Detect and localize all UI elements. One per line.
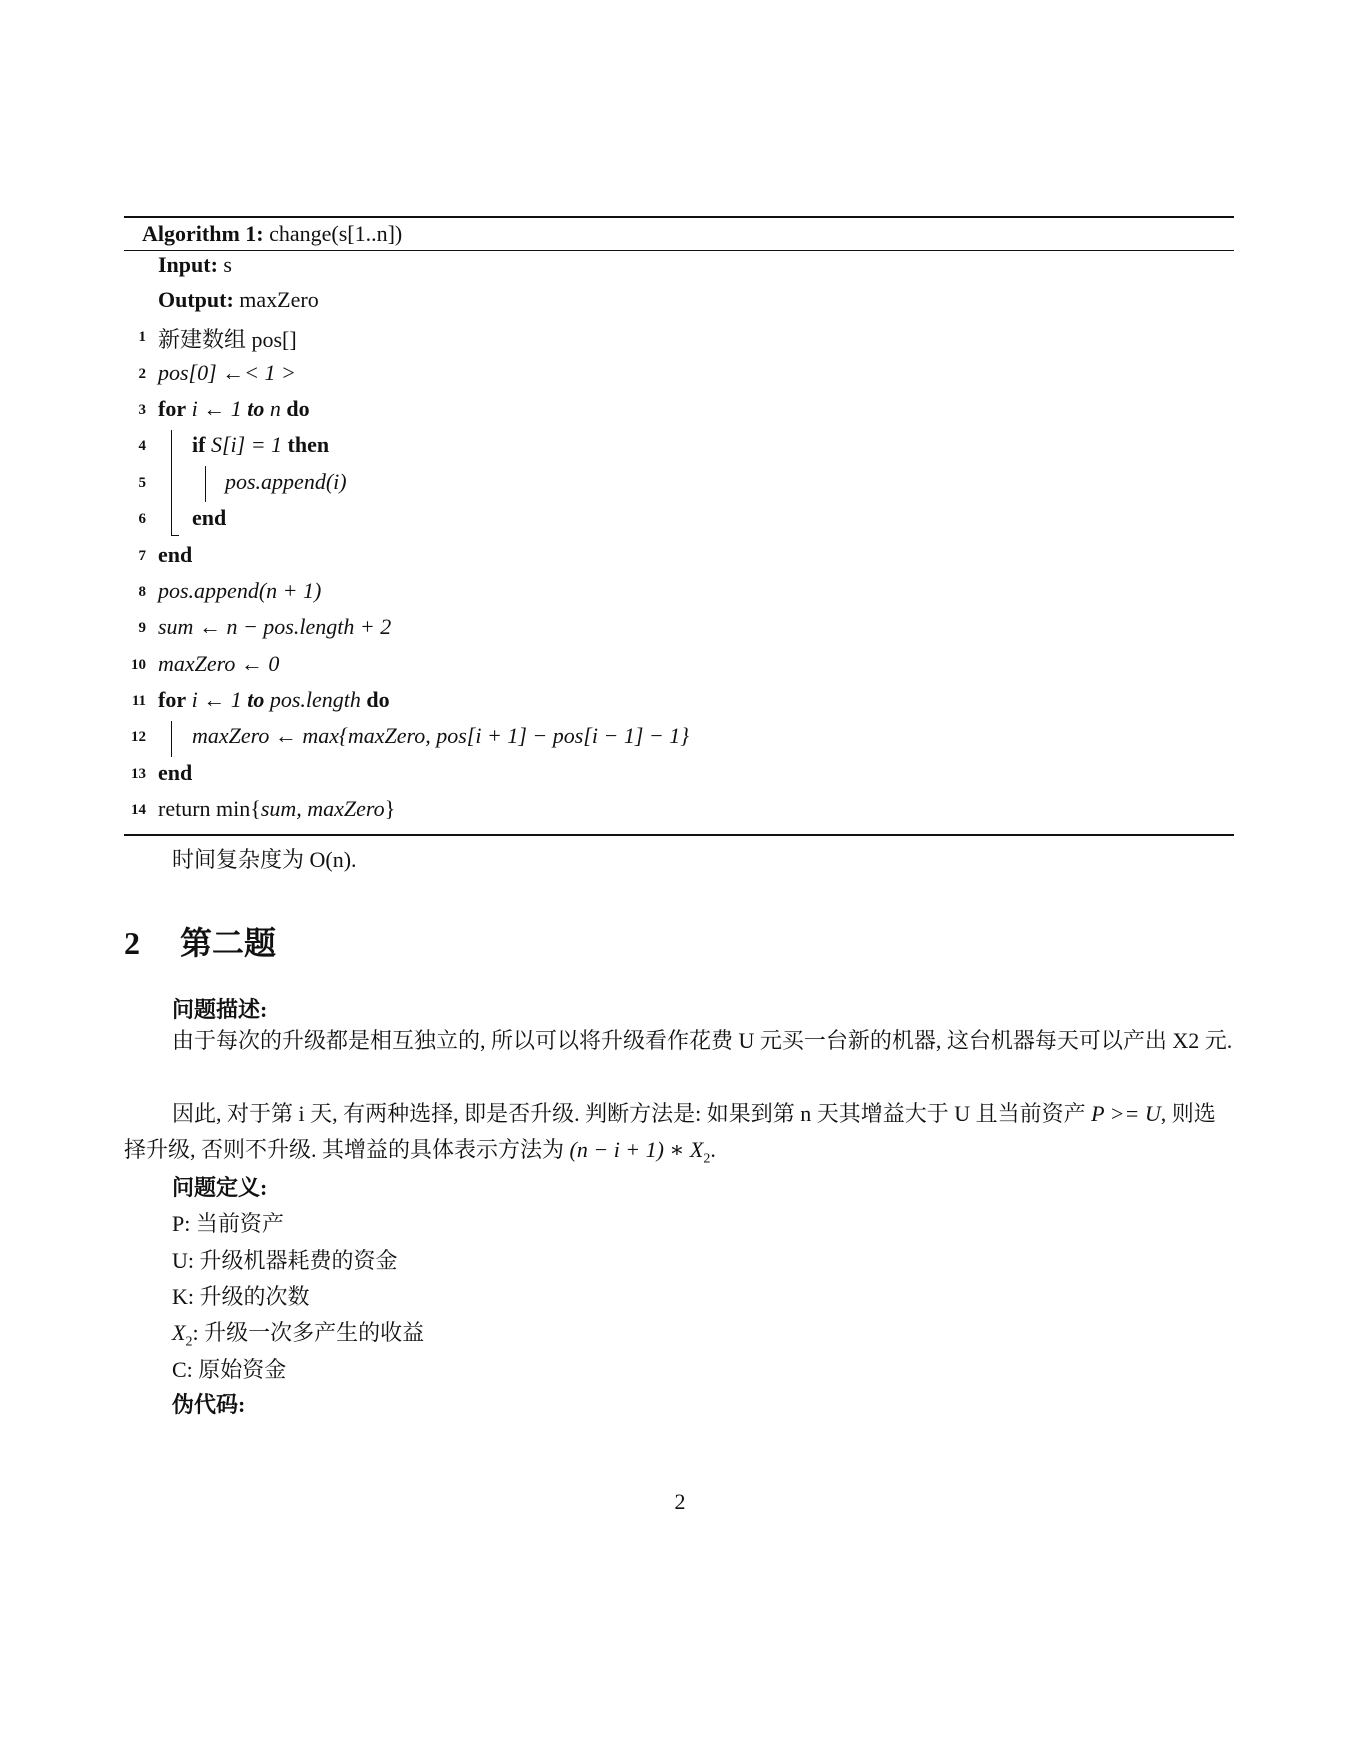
paragraph-2-end: . (710, 1137, 716, 1162)
section-number: 2 (124, 925, 140, 961)
code-line (192, 432, 329, 458)
code-expression: i ← 1 (186, 687, 248, 712)
keyword: then (287, 432, 330, 457)
keyword: to (247, 396, 265, 421)
math-inequality: P >= U (1091, 1101, 1161, 1126)
for-block-hook (171, 535, 179, 536)
code-expression: } (384, 796, 396, 821)
algorithm-signature: change(s[1..n]) (269, 221, 403, 246)
line-number: 7 (138, 548, 146, 564)
math-x2: X (172, 1320, 186, 1345)
for-block-bar-2 (171, 721, 172, 757)
line-number: 11 (131, 693, 146, 709)
algorithm-bottom-rule (124, 834, 1234, 836)
line-number: 10 (131, 657, 146, 673)
code-line: pos[0] ←< 1 > (158, 360, 296, 385)
algorithm-label: Algorithm 1: (142, 221, 264, 246)
line-number: 5 (138, 475, 146, 491)
code-line (158, 687, 390, 713)
code-line: end (158, 542, 193, 567)
section-heading (124, 918, 276, 964)
input-value: s (223, 252, 232, 277)
line-number: 9 (138, 620, 146, 636)
math-subscript: 2 (185, 1334, 193, 1350)
code-line: 新建数组 pos[] (158, 327, 297, 352)
algorithm-header-rule (124, 250, 1234, 251)
pseudocode-label: 伪代码: (172, 1392, 246, 1417)
problem-description-label: 问题描述: (172, 997, 268, 1022)
code-expression: i ← 1 (186, 396, 248, 421)
code-line: pos.append(n + 1) (158, 578, 322, 603)
code-expression: n (264, 396, 287, 421)
paragraph-1: 由于每次的升级都是相互独立的, 所以可以将升级看作花费 U 元买一台新的机器, 这台机器每天可以产出 X2 元. (172, 1028, 1233, 1053)
line-number: 6 (138, 511, 146, 527)
math-subscript: 2 (703, 1151, 711, 1167)
paragraph-2 (124, 1096, 1234, 1177)
code-line: end (192, 505, 227, 530)
for-block-bar (171, 430, 172, 535)
algorithm-title (142, 221, 402, 247)
code-line (158, 796, 395, 822)
line-number: 1 (138, 329, 146, 345)
keyword: for (158, 396, 187, 421)
code-expression: sum, maxZero (260, 796, 385, 821)
definition-item: C: 原始资金 (172, 1357, 287, 1382)
code-line (158, 396, 310, 422)
code-line: maxZero ← max{maxZero, pos[i + 1] − pos[i − 1] − 1} (192, 723, 690, 748)
definition-text: : 升级一次多产生的收益 (192, 1320, 425, 1345)
math-gain: (n − i + 1) ∗ X (569, 1137, 704, 1162)
line-number: 3 (138, 402, 146, 418)
line-number: 14 (131, 802, 146, 818)
code-line: sum ← n − pos.length + 2 (158, 614, 392, 639)
page-number: 2 (674, 1489, 686, 1514)
line-number: 12 (131, 729, 146, 745)
line-number: 13 (131, 766, 146, 782)
algorithm-input (158, 252, 232, 278)
keyword: do (366, 687, 390, 712)
input-label: Input: (158, 252, 218, 277)
definition-item: K: 升级的次数 (172, 1284, 310, 1309)
code-expression: pos.length (264, 687, 367, 712)
code-line: pos.append(i) (225, 469, 347, 494)
problem-definition-label: 问题定义: (172, 1175, 268, 1200)
algorithm-output (158, 287, 319, 313)
paragraph-2-text: , 则选择升级, 否则不升级. 其增益的具体表示方法为 (124, 1101, 1216, 1162)
line-number: 2 (138, 366, 146, 382)
keyword: for (158, 687, 187, 712)
complexity-note: 时间复杂度为 O(n). (172, 847, 357, 872)
algorithm-top-rule (124, 216, 1234, 218)
code-line: end (158, 760, 193, 785)
code-expression: return min{ (158, 796, 261, 821)
paragraph-2-text: 因此, 对于第 i 天, 有两种选择, 即是否升级. 判断方法是: 如果到第 n 天其增益大于 U 且当前资产 (172, 1101, 1092, 1126)
code-line: maxZero ← 0 (158, 651, 280, 676)
section-title: 第二题 (180, 925, 277, 961)
output-label: Output: (158, 287, 234, 312)
output-value: maxZero (239, 287, 319, 312)
definition-item (172, 1316, 424, 1350)
keyword: if (192, 432, 206, 457)
definition-item: P: 当前资产 (172, 1211, 284, 1236)
line-number: 8 (138, 584, 146, 600)
definition-item: U: 升级机器耗费的资金 (172, 1248, 398, 1273)
line-number: 4 (138, 438, 146, 454)
keyword: to (247, 687, 265, 712)
keyword: do (286, 396, 310, 421)
if-block-bar (205, 466, 206, 502)
code-expression: S[i] = 1 (205, 432, 288, 457)
